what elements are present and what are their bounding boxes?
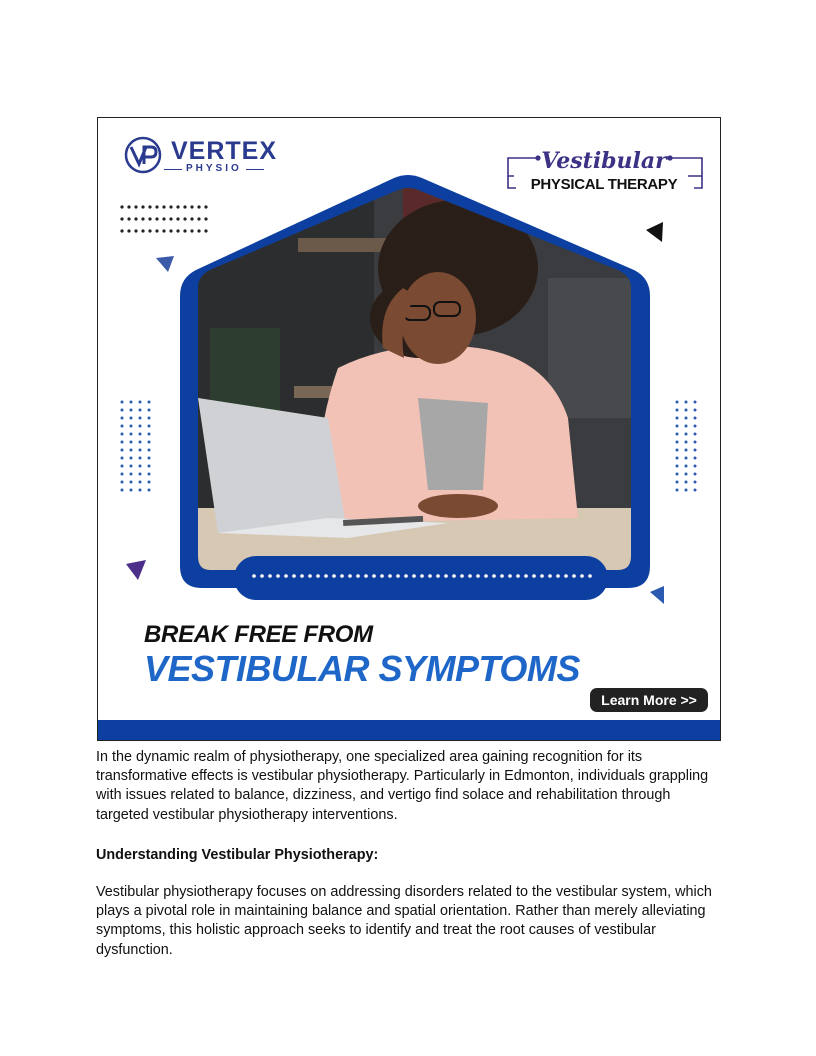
logo-wordmark: VERTEX bbox=[171, 137, 278, 165]
pill-dots bbox=[252, 574, 592, 578]
triangle-shape bbox=[156, 256, 174, 272]
headline-line-1: BREAK FREE FROM bbox=[144, 621, 373, 648]
triangle-shape bbox=[126, 560, 146, 580]
banner-bottom-bar bbox=[98, 720, 720, 740]
woman-at-laptop-photo bbox=[194, 178, 638, 578]
intro-paragraph: In the dynamic realm of physiotherapy, one specialized area gaining recognition for its transformative effects is vestibular physiotherapy. Particularly in Edmonton, individuals grappling with issues related to balance, dizziness, and vertigo find solace and rehabilitation through targeted vestibular physiotherapy interventions. bbox=[96, 749, 709, 823]
tag-subtitle: PHYSICAL THERAPY bbox=[530, 176, 678, 193]
service-tag bbox=[504, 148, 704, 196]
promo-banner bbox=[97, 117, 721, 741]
dot-grid-top-left bbox=[120, 205, 207, 232]
body-paragraph: Vestibular physiotherapy focuses on addressing disorders related to the vestibular system, which plays a pivotal role in maintaining balance and spatial orientation. Rather than merely alleviating symptoms, this holistic approach seeks to identify and treat the root causes of vestibular dysfunction. bbox=[96, 884, 712, 958]
vertex-physio-logo bbox=[124, 136, 314, 178]
dot-grid-right bbox=[676, 401, 697, 492]
learn-more-button[interactable]: Learn More >> bbox=[590, 688, 708, 712]
dotted-pill-bar bbox=[234, 556, 608, 600]
triangle-shape bbox=[650, 586, 664, 604]
dot-grid-left bbox=[121, 401, 151, 492]
headline-line-2: VESTIBULAR SYMPTOMS bbox=[144, 648, 580, 689]
logo-subtitle: PHYSIO bbox=[186, 163, 242, 174]
vp-logo-icon bbox=[124, 136, 162, 174]
triangle-shape bbox=[646, 222, 663, 242]
tag-script-title: Vestibular bbox=[541, 148, 667, 174]
section-heading: Understanding Vestibular Physiotherapy: bbox=[96, 847, 379, 863]
